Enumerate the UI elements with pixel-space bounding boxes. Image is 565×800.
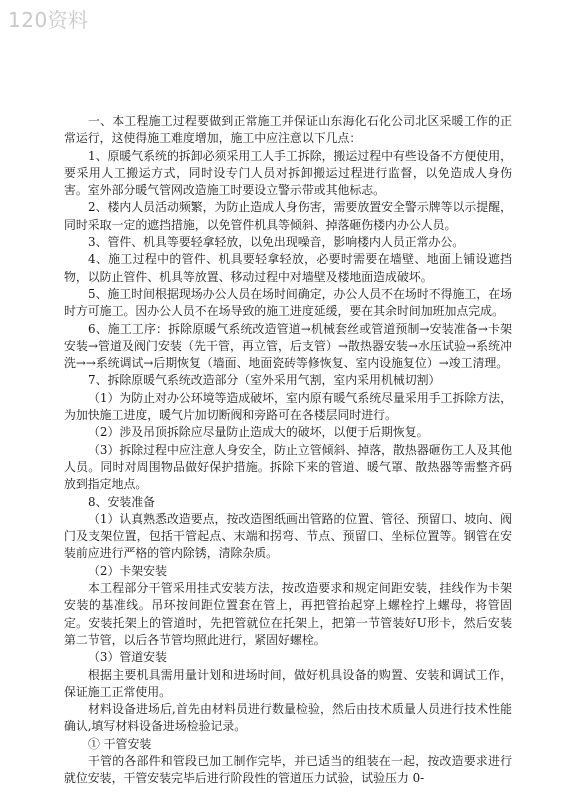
paragraph: 2、楼内人员活动频繁，为防止造成人身伤害，需要放置安全警示牌等以示提醒，同时采取一定的遮挡措施，以免管件机具等倾斜、掉落砸伤楼内办公人员。 xyxy=(64,200,512,232)
paragraph: 6、施工工序：拆除原暖气系统改造管道→机械套丝或管道预制→安装准备→卡架安装→管道及阀门安装（先干管，再立管，后支管）→散热器安装→水压试验→系统冲洗→→系统调试→后期恢复（墙面、地面瓷砖等修恢复、室内设施复位）→竣工清理。 xyxy=(64,321,512,371)
document-body xyxy=(64,113,512,788)
paragraph: 5、施工时间根据现场办公人员在场时间确定，办公人员不在场时不得施工，在场时方可施工。因办公人员不在场导致的施工进度延缓，要在其余时间加班加点完成。 xyxy=(64,286,512,319)
paragraph: 根据主要机具需用量计划和进场时间，做好机具设备的购置、安装和调试工作，保证施工正常使用。 xyxy=(64,667,512,699)
paragraph: 7、拆除原暖气系统改造部分（室外采用气割，室内采用机械切割） xyxy=(88,373,441,388)
paragraph: 材料设备进场后,首先由材料员进行数量检验，然后由技术质量人员进行技术性能确认,填写材料设备进场检验记录。 xyxy=(64,702,512,734)
paragraph: 本工程部分干管采用挂式安装方法，按改造要求和规定间距安装，挂线作为卡架安装的基准线。吊环按间距位置套在管上，再把管抬起穿上螺栓拧上螺母，将管固定。安装托架上的管道时，先把管就位在托架上，把第一节管装好U形卡，然后安装第二节管，以后各节管均照此进行，紧固好螺栓。 xyxy=(64,581,512,647)
paragraph: ① 干管安装 xyxy=(88,736,152,751)
paragraph: （3）拆除过程中应注意人身安全，防止立管倾斜、掉落，散热器砸伤工人及其他人员。同时对周围物品做好保护措施。拆除下来的管道、暖气罩、散热器等需整齐码放到指定地点。 xyxy=(64,442,512,492)
paragraph: 8、安装准备 xyxy=(88,494,156,509)
paragraph: （2）涉及吊顶拆除应尽量防止造成大的破坏，以便于后期恢复。 xyxy=(88,425,429,440)
paragraph: （1）为防止对办公环境等造成破坏，室内原有暖气系统尽量采用手工拆除方法，为加快施工进度，暖气片加切断阀和旁路可在各楼层同时进行。 xyxy=(64,390,512,423)
paragraph: 4、施工过程中的管件、机具要轻拿轻放，必要时需要在墙壁、地面上铺设遮挡物，以防止管件、机具等放置、移动过程中对墙壁及楼地面造成破坏。 xyxy=(64,252,512,284)
paragraph: 一、本工程施工过程要做到正常施工并保证山东海化石化公司北区采暖工作的正常运行，这使得施工难度增加，施工中应注意以下几点： xyxy=(64,114,512,146)
paragraph: 干管的各部件和管段已加工制作完毕，并已适当的组装在一起，按改造要求进行就位安装，干管安装完毕后进行阶段性的管道压力试验，试验压力 0- xyxy=(64,753,512,786)
paragraph: （2）卡架安装 xyxy=(88,563,167,578)
paragraph: （3）管道安装 xyxy=(88,650,167,665)
watermark-logo: 120资料 xyxy=(8,8,89,32)
paragraph: 1、原暖气系统的拆卸必须采用工人手工拆除，搬运过程中有些设备不方便使用，要采用人工搬运方式，同时设专门人员对拆卸搬运过程进行监督，以免造成人身伤害。室外部分暖气管网改造施工时要设立警示带或其他标志。 xyxy=(64,148,512,198)
paragraph: 3、管件、机具等要轻拿轻放，以免出现噪音，影响楼内人员正常办公。 xyxy=(88,235,465,250)
paragraph: （1）认真熟悉改造要点，按改造图纸画出管路的位置、管径、预留口、坡向、阀门及支架位置，包括干管起点、末端和拐弯、节点、预留口、坐标位置等。钢管在安装前应进行严格的管内除锈，清除杂质。 xyxy=(64,511,512,561)
